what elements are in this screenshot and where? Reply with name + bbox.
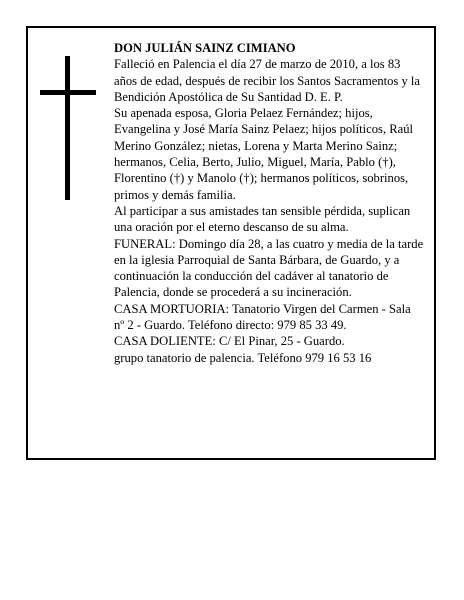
cross-vertical-bar (65, 56, 70, 200)
family-home-address: CASA DOLIENTE: C/ El Pinar, 25 - Guardo. (114, 334, 345, 349)
death-announcement: Falleció en Palencia el día 27 de marzo de 2010, a los 83 años de edad, después de recibir los Santos Sacramentos y la Bendición Apostólica de Su Santidad D. E. P. (114, 57, 421, 104)
funeral-group-contact: grupo tanatorio de palencia. Teléfono 979 16 53 16 (114, 350, 372, 365)
funeral-home-details: CASA MORTUORIA: Tanatorio Virgen del Carmen - Sala nº 2 - Guardo. Teléfono directo: 979 85 33 49. (114, 301, 411, 333)
family-list: Su apenada esposa, Gloria Pelaez Fernández; hijos, Evangelina y José María Sainz Pelaez; hijos políticos, Raúl Merino González; nietas, Lorena y Marta Merino Sainz; hermanos, Celia, Berto, Julio, Miguel, María, Pablo (†), Florentino (†) y Manolo (†); hermanos políticos, sobrinos, primos y demás familia. (114, 106, 414, 202)
latin-cross-icon (40, 56, 96, 200)
prayer-request: Al participar a sus amistades tan sensible pérdida, suplican una oración por el eterno descanso de su alma. (114, 203, 411, 235)
notice-text (114, 40, 424, 366)
deceased-name: DON JULIÁN SAINZ CIMIANO (114, 41, 296, 55)
cross-horizontal-bar (40, 90, 96, 95)
obituary-notice (26, 26, 436, 460)
funeral-details: FUNERAL: Domingo día 28, a las cuatro y media de la tarde en la iglesia Parroquial de Santa Bárbara, de Guardo, y a continuación la conducción del cadáver al tanatorio de Palencia, donde se procederá a su incineración. (114, 236, 424, 300)
